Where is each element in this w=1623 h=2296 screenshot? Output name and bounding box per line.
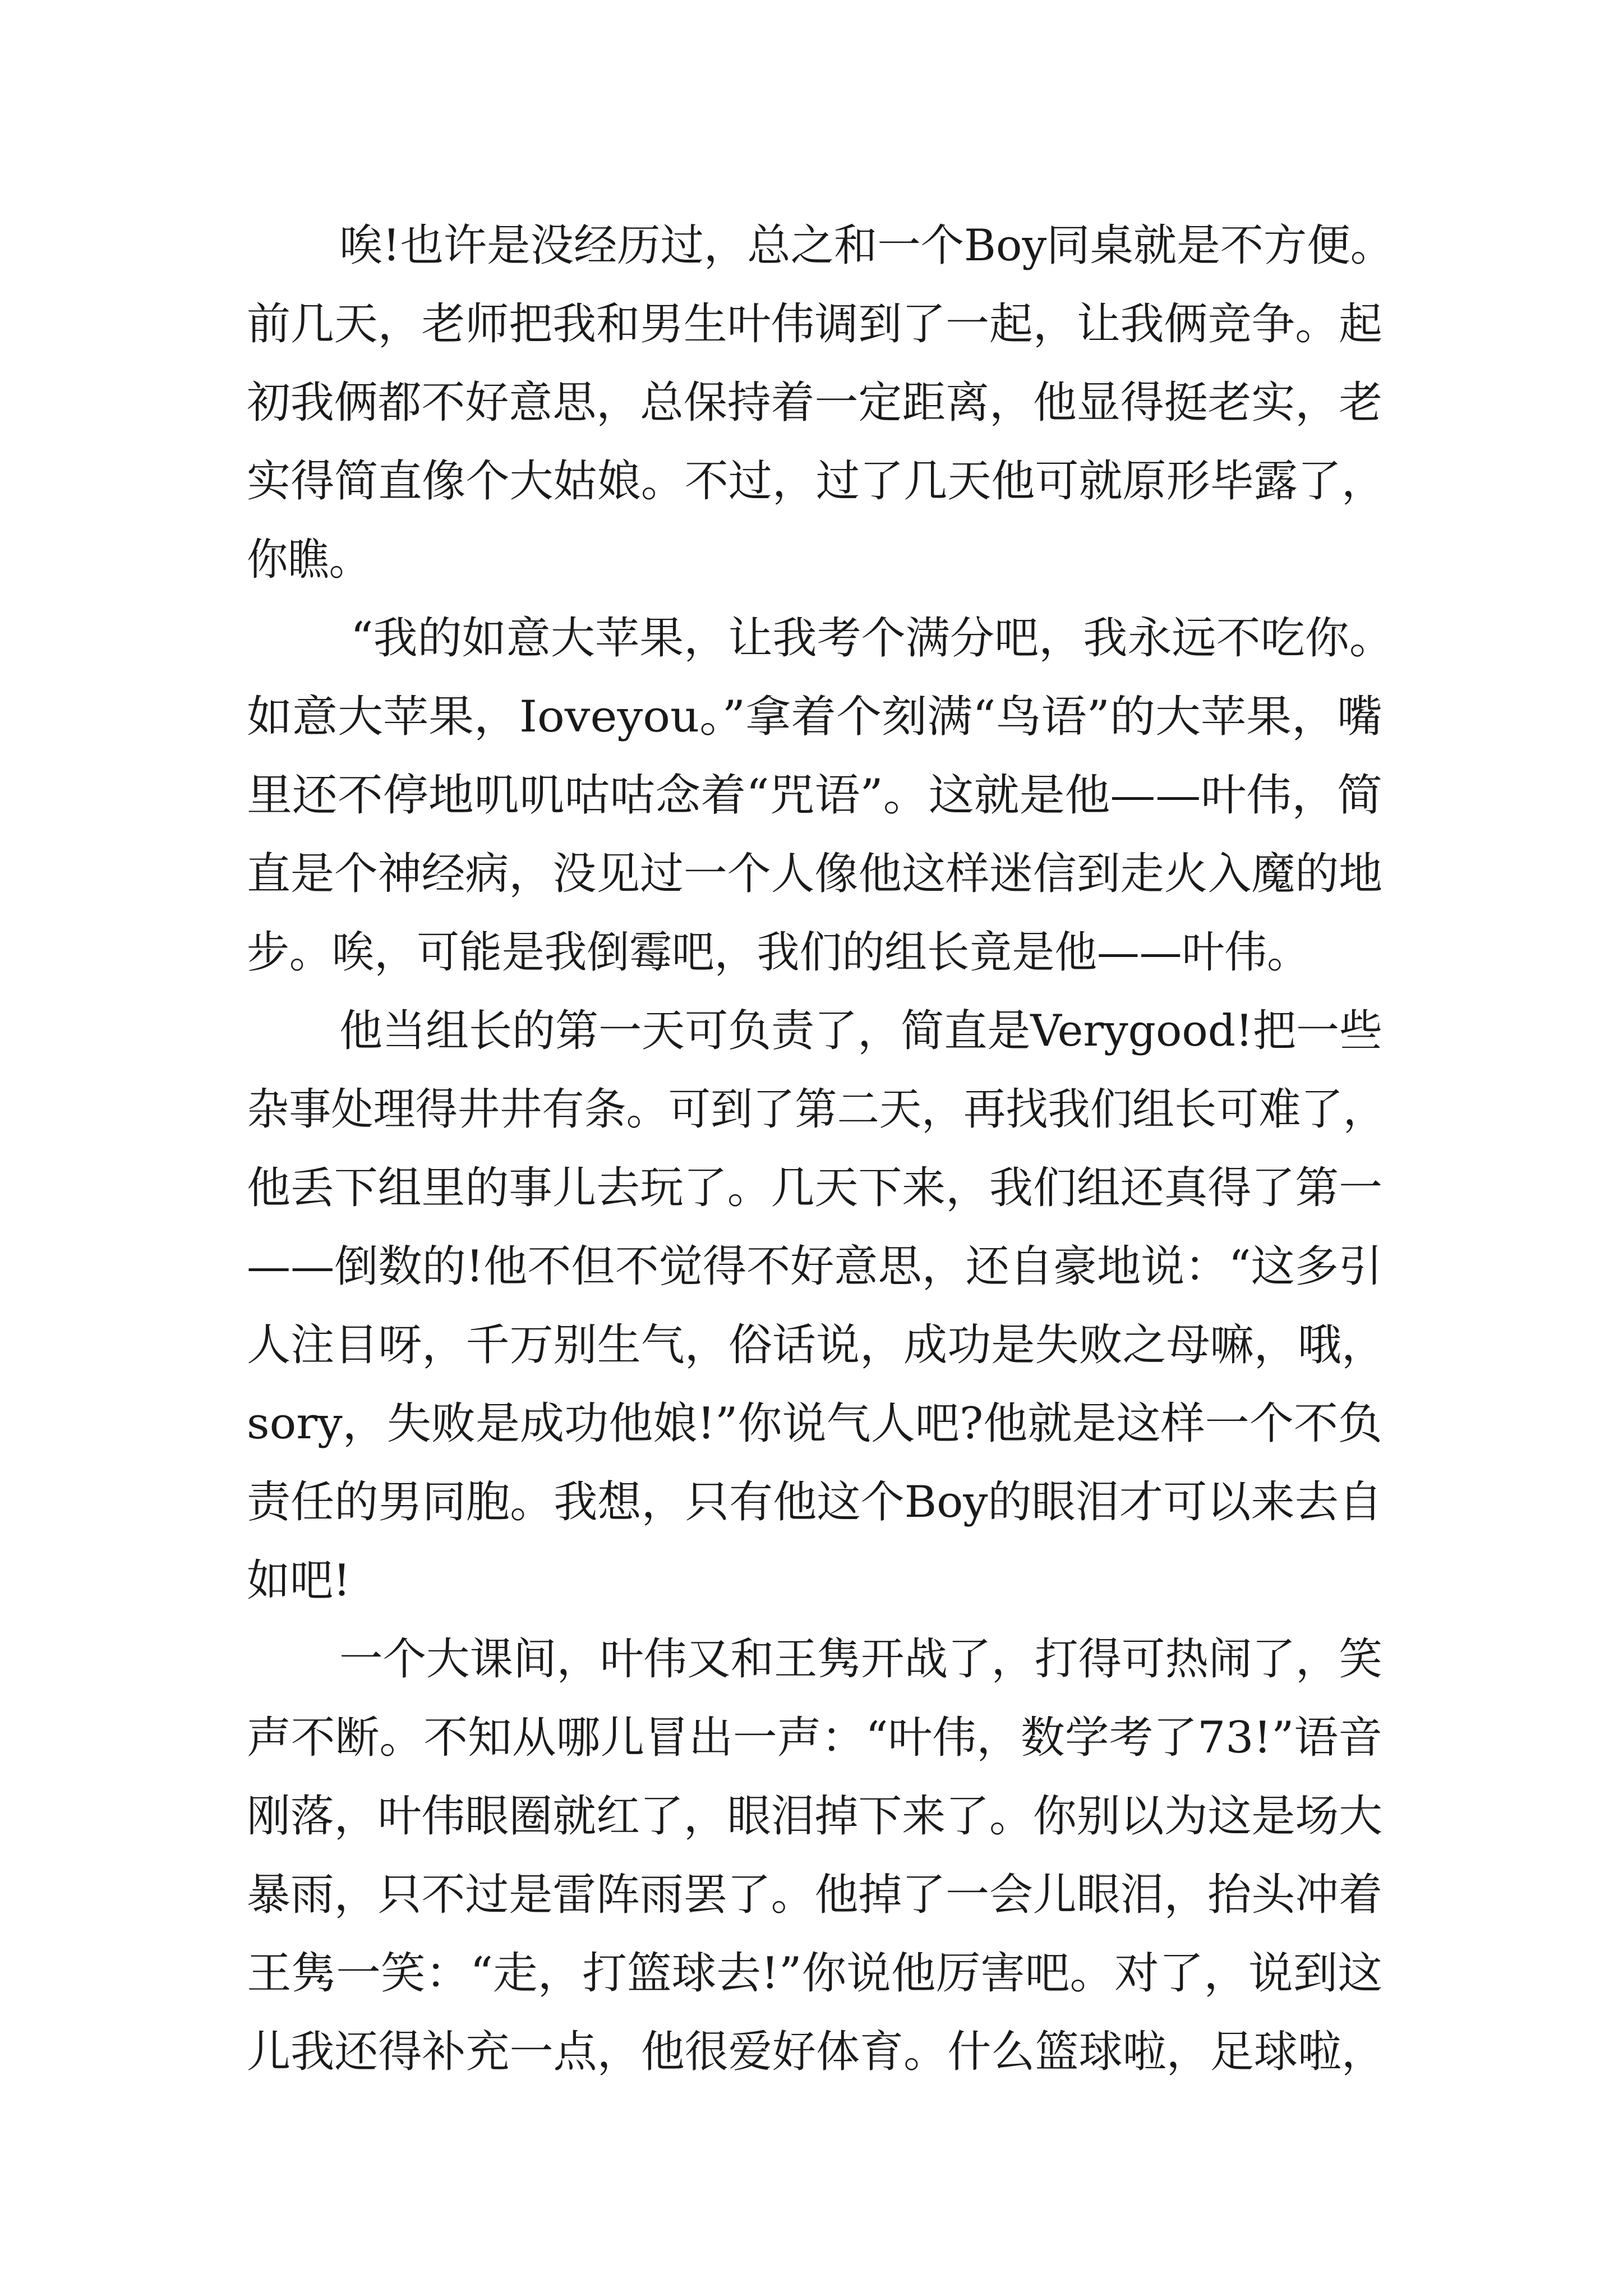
line-text: 他当组长的第一天可负责了，简直是Verygood!把一些 [339, 1006, 1382, 1056]
line-text: 前几天，老师把我和男生叶伟调到了一起，让我俩竞争。起 [247, 299, 1382, 349]
text-line [0, 683, 1623, 751]
text-line [0, 1940, 1623, 2007]
text-line [0, 2018, 1623, 2086]
line-text: 他丢下组里的事儿去玩了。几天下来，我们组还真得了第一 [247, 1163, 1382, 1213]
line-text: 如意大苹果，Ioveyou。”拿着个刻满“鸟语”的大苹果，嘴 [247, 692, 1382, 742]
text-line [0, 1312, 1623, 1379]
line-text: “我的如意大苹果，让我考个满分吧，我永远不吃你。 [351, 613, 1394, 664]
text-line [0, 997, 1623, 1065]
line-text: 如吧! [247, 1556, 351, 1606]
line-text: 暴雨，只不过是雷阵雨罢了。他掉了一会儿眼泪，抬头冲着 [247, 1870, 1382, 1920]
line-text: 一个大课间，叶伟又和王隽开战了，打得可热闹了，笑 [339, 1634, 1382, 1685]
text-line [0, 1154, 1623, 1222]
text-line [0, 212, 1623, 279]
text-line [0, 369, 1623, 436]
line-text: 声不断。不知从哪儿冒出一声：“叶伟，数学考了73!”语音 [247, 1713, 1382, 1763]
text-line [0, 1390, 1623, 1457]
line-text: ——倒数的!他不但不觉得不好意思，还自豪地说：“这多引 [247, 1241, 1382, 1292]
line-text: 刚落，叶伟眼圈就红了，眼泪掉下来了。你别以为这是场大 [247, 1791, 1382, 1842]
text-line [0, 840, 1623, 908]
text-line [0, 1783, 1623, 1850]
line-text: 杂事处理得井井有条。可到了第二天，再找我们组长可难了， [247, 1084, 1385, 1135]
line-text: sory，失败是成功他娘!”你说气人吧?他就是这样一个不负 [247, 1398, 1382, 1449]
line-text: 责任的男同胞。我想，只有他这个Boy的眼泪才可以来去自 [247, 1477, 1382, 1527]
text-line [0, 291, 1623, 358]
line-text: 里还不停地叽叽咕咕念着“咒语”。这就是他——叶伟，简 [247, 770, 1382, 821]
line-text: 人注目呀，千万别生气，俗话说，成功是失败之母嘛，哦， [247, 1320, 1385, 1370]
text-line [0, 1469, 1623, 1536]
text-line [0, 762, 1623, 829]
line-text: 步。唉，可能是我倒霉吧，我们的组长竟是他——叶伟。 [247, 927, 1310, 978]
line-text: 你瞧。 [247, 535, 370, 585]
text-line [0, 1547, 1623, 1614]
line-text: 初我俩都不好意思，总保持着一定距离，他显得挺老实，老 [247, 378, 1382, 428]
line-text: 实得简直像个大姑娘。不过，过了几天他可就原形毕露了， [247, 456, 1385, 507]
text-line [0, 605, 1623, 672]
line-text: 王隽一笑：“走，打篮球去!”你说他厉害吧。对了，说到这 [247, 1948, 1382, 1999]
line-text: 儿我还得补充一点，他很爱好体育。什么篮球啦，足球啦， [247, 2027, 1385, 2077]
text-line [0, 448, 1623, 515]
text-line [0, 1076, 1623, 1143]
text-line [0, 1861, 1623, 1929]
text-line [0, 1233, 1623, 1300]
text-line [0, 1704, 1623, 1772]
line-text: 直是个神经病，没见过一个人像他这样迷信到走火入魔的地 [247, 849, 1382, 899]
line-text: 唉!也许是没经历过，总之和一个Boy同桌就是不方便。 [339, 220, 1394, 271]
text-line [0, 919, 1623, 986]
text-line [0, 526, 1623, 593]
text-line [0, 1626, 1623, 1693]
